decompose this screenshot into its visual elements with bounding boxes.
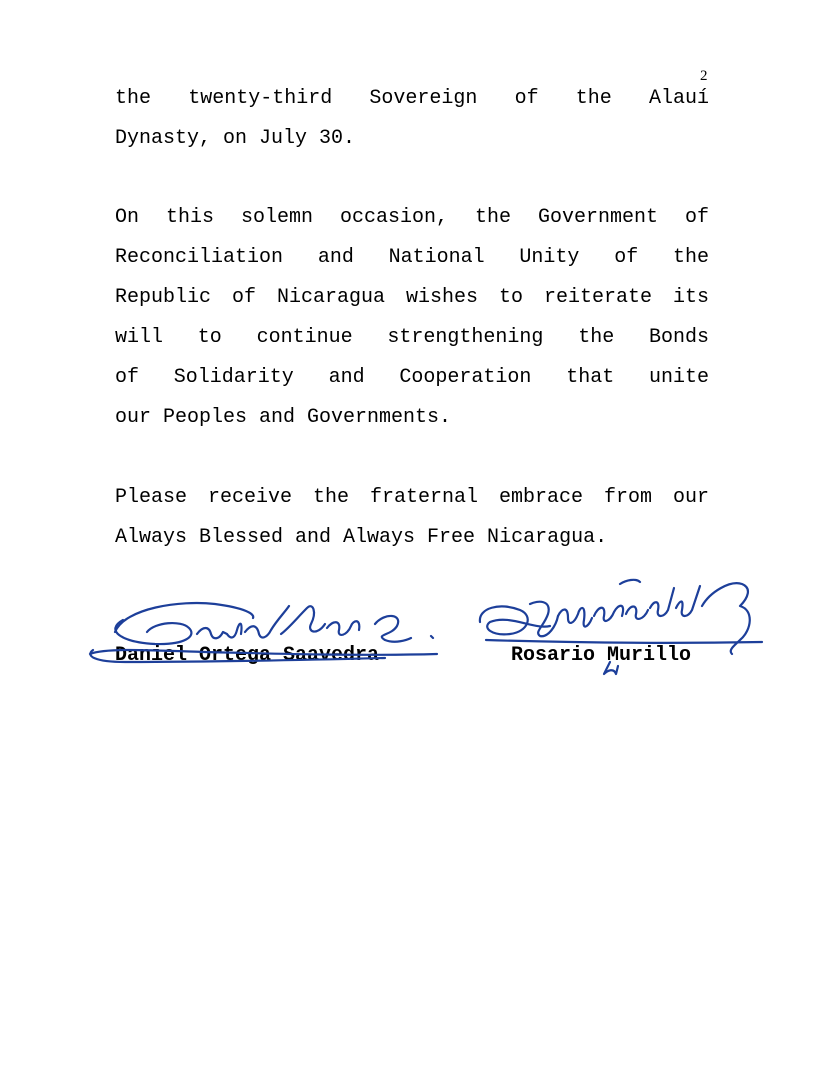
paragraph-line: Republic of Nicaragua wishes to reiterate its: [115, 286, 709, 309]
paragraph-line: will to continue strengthening the Bonds: [115, 326, 709, 349]
paragraph-line: the twenty-third Sovereign of the Alauí: [115, 87, 709, 110]
signatory-name-ortega: Daniel Ortega Saavedra: [115, 644, 380, 667]
paragraph-closing-of-previous-page: [115, 79, 709, 159]
page-number: 2: [700, 68, 708, 84]
paragraph-fraternal-embrace: [115, 478, 709, 558]
paragraph-line: Dynasty, on July 30.: [115, 127, 356, 150]
paragraph-line: of Solidarity and Cooperation that unite: [115, 366, 709, 389]
paragraph-line: Reconciliation and National Unity of the: [115, 246, 709, 269]
paragraph-line: Please receive the fraternal embrace from our: [115, 486, 709, 509]
paragraph-line: Always Blessed and Always Free Nicaragua.: [115, 526, 608, 549]
paragraph-solemn-occasion: [115, 198, 709, 438]
paragraph-line: our Peoples and Governments.: [115, 406, 452, 429]
paragraph-line: On this solemn occasion, the Government of: [115, 206, 709, 229]
signatory-name-murillo: Rosario Murillo: [511, 644, 692, 667]
